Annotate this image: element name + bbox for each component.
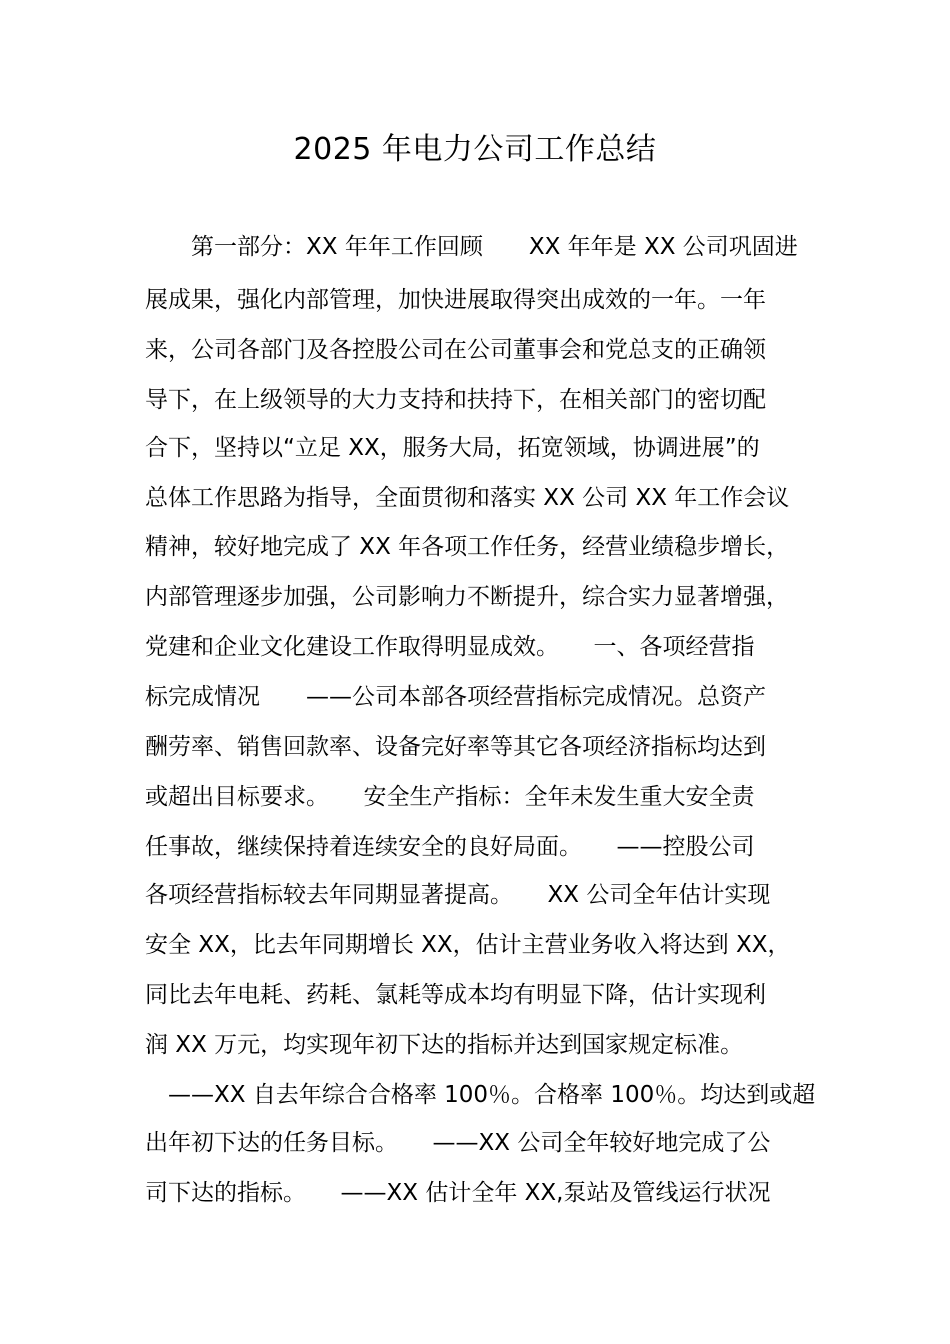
body-line: 酬劳率、销售回款率、设备完好率等其它各项经济指标均达到 <box>145 734 766 760</box>
body-line: 展成果，强化内部管理，加快进展取得突出成效的一年。一年 <box>145 287 766 313</box>
body-line: 来，公司各部门及各控股公司在公司董事会和党总支的正确领 <box>145 337 766 363</box>
body-line: 各项经营指标较去年同期显著提高。 XX 公司全年估计实现 <box>145 882 771 908</box>
body-line: 总体工作思路为指导，全面贯彻和落实 XX 公司 XX 年工作会议 <box>145 485 790 511</box>
document-title: 2025 年电力公司工作总结 <box>293 132 657 167</box>
body-line: 标完成情况 ——公司本部各项经营指标完成情况。总资产 <box>145 684 766 710</box>
body-line: 润 XX 万元，均实现年初下达的指标并达到国家规定标准。 <box>145 1032 744 1058</box>
body-line: 合下，坚持以“立足 XX，服务大局，拓宽领域，协调进展”的 <box>145 435 760 461</box>
body-line: 任事故，继续保持着连续安全的良好局面。 ——控股公司 <box>145 834 755 860</box>
body-line: 同比去年电耗、药耗、氯耗等成本均有明显下降，估计实现利 <box>145 982 766 1008</box>
body-line: 出年初下达的任务目标。 ——XX 公司全年较好地完成了公 <box>145 1130 771 1156</box>
body-line: 精神，较好地完成了 XX 年各项工作任务，经营业绩稳步增长， <box>145 534 790 560</box>
body-line: 内部管理逐步加强，公司影响力不断提升，综合实力显著增强， <box>145 584 789 610</box>
body-line: 安全 XX，比去年同期增长 XX，估计主营业务收入将达到 XX， <box>145 932 791 958</box>
body-line: ——XX 自去年综合合格率 100％。合格率 100％。均达到或超 <box>145 1082 816 1108</box>
body-line: 第一部分：XX 年年工作回顾 XX 年年是 XX 公司巩固进 <box>145 234 798 260</box>
body-line: 或超出目标要求。 安全生产指标：全年未发生重大安全责 <box>145 784 755 810</box>
body-line: 党建和企业文化建设工作取得明显成效。 一、各项经营指 <box>145 634 755 660</box>
body-line: 司下达的指标。 ——XX 估计全年 XX,泵站及管线运行状况 <box>145 1180 771 1206</box>
body-line: 导下，在上级领导的大力支持和扶持下，在相关部门的密切配 <box>145 387 766 413</box>
